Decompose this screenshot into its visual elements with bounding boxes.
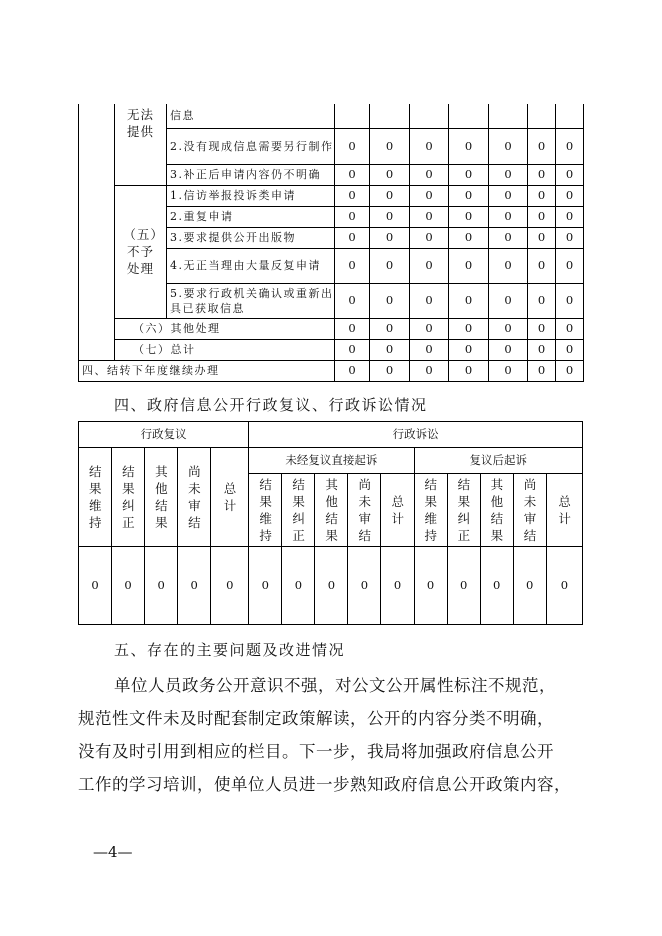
value-cell: 0: [282, 547, 315, 625]
value-cell: 0: [449, 206, 489, 227]
value-cell: 0: [335, 164, 370, 185]
value-cell: 0: [489, 227, 528, 248]
column-header: 结果纠正: [457, 477, 471, 543]
item-cell: 2.重复申请: [167, 206, 335, 227]
value-cell: 0: [410, 185, 449, 206]
item-cell: （六）其他处理: [115, 318, 335, 339]
column-header: 总计: [558, 494, 571, 526]
column-header: 总计: [391, 494, 405, 526]
column-header: 其他结果: [325, 477, 338, 543]
value-cell: 0: [315, 547, 348, 625]
value-cell: 0: [556, 339, 584, 360]
value-cell: 0: [528, 339, 556, 360]
paragraph-line: 没有及时引用到相应的栏目。下一步，我局将加强政府信息公开: [78, 742, 554, 761]
column-header: 其他结果: [490, 477, 504, 543]
value-cell: 0: [335, 248, 370, 283]
column-header: 其他结果: [155, 464, 168, 530]
item-cell: 信息: [167, 104, 335, 128]
value-cell: 0: [528, 227, 556, 248]
value-cell: 0: [348, 547, 381, 625]
item-cell: 5.要求行政机关确认或重新出具已获取信息: [167, 283, 335, 318]
value-cell: 0: [449, 360, 489, 381]
value-cell: 0: [556, 248, 584, 283]
value-cell: 0: [449, 318, 489, 339]
value-cell: 0: [528, 360, 556, 381]
value-cell: 0: [335, 206, 370, 227]
value-cell: [410, 104, 449, 128]
value-cell: 0: [410, 318, 449, 339]
section-5-title: 五、存在的主要问题及改进情况: [114, 641, 346, 659]
value-cell: 0: [449, 339, 489, 360]
value-cell: 0: [489, 318, 528, 339]
value-cell: 0: [410, 248, 449, 283]
value-cell: [556, 104, 584, 128]
item-cell: 四、结转下年度继续办理: [79, 360, 335, 381]
value-cell: 0: [335, 339, 370, 360]
value-cell: 0: [370, 248, 410, 283]
value-cell: 0: [449, 185, 489, 206]
table-row: [79, 339, 584, 360]
item-cell: 4.无正当理由大量反复申请: [167, 248, 335, 283]
value-cell: 0: [370, 283, 410, 318]
table-row: [79, 318, 584, 339]
item-cell: 3.补正后申请内容仍不明确: [167, 164, 335, 185]
value-cell: 0: [112, 547, 145, 625]
value-cell: 0: [335, 318, 370, 339]
value-cell: [370, 104, 410, 128]
value-cell: 0: [556, 227, 584, 248]
value-cell: 0: [449, 128, 489, 164]
item-cell: 1.信访举报投诉类申请: [167, 185, 335, 206]
value-cell: 0: [370, 206, 410, 227]
header-cell: [480, 474, 513, 547]
header-cell: [546, 474, 582, 547]
value-cell: 0: [335, 227, 370, 248]
value-cell: 0: [489, 248, 528, 283]
value-cell: 0: [145, 547, 178, 625]
category-label: （五）不予处理: [123, 226, 158, 276]
value-cell: 0: [211, 547, 249, 625]
value-cell: 0: [335, 128, 370, 164]
paragraph-line: 工作的学习培训，使单位人员进一步熟知政府信息公开政策内容，: [78, 775, 571, 794]
header-cell: [145, 448, 178, 547]
header-cell: 行政复议: [79, 422, 249, 448]
value-cell: 0: [410, 360, 449, 381]
paragraph-line: 单位人员政务公开意识不强，对公文公开属性标注不规范，: [114, 676, 556, 695]
category-cell: [115, 104, 167, 185]
value-cell: 0: [489, 283, 528, 318]
table-row: [79, 104, 584, 128]
value-cell: 0: [556, 206, 584, 227]
column-header: 总计: [223, 481, 237, 513]
table-row: [79, 360, 584, 381]
value-cell: 0: [449, 164, 489, 185]
value-cell: [335, 104, 370, 128]
header-cell: [348, 474, 381, 547]
value-cell: 0: [556, 360, 584, 381]
value-cell: 0: [370, 227, 410, 248]
value-cell: 0: [528, 128, 556, 164]
processing-results-table: [78, 104, 584, 382]
value-cell: [489, 104, 528, 128]
value-cell: 0: [335, 185, 370, 206]
value-cell: 0: [370, 318, 410, 339]
table-row: [79, 448, 583, 474]
page-number: —4—: [93, 843, 133, 861]
column-header: 结果纠正: [292, 477, 305, 543]
value-cell: 0: [370, 185, 410, 206]
column-header: 结果纠正: [122, 464, 135, 530]
value-cell: 0: [489, 164, 528, 185]
value-cell: 0: [335, 283, 370, 318]
value-cell: 0: [79, 547, 112, 625]
value-cell: 0: [528, 283, 556, 318]
value-cell: 0: [414, 547, 447, 625]
value-cell: 0: [489, 206, 528, 227]
header-cell: 未经复议直接起诉: [249, 448, 414, 474]
value-cell: 0: [556, 318, 584, 339]
value-cell: 0: [249, 547, 282, 625]
table-row: [79, 547, 583, 625]
value-cell: 0: [528, 318, 556, 339]
value-cell: 0: [546, 547, 582, 625]
value-cell: [449, 104, 489, 128]
value-cell: 0: [528, 206, 556, 227]
column-header: 结果维持: [259, 477, 272, 543]
column-header: 尚未审结: [358, 477, 371, 543]
value-cell: 0: [449, 248, 489, 283]
value-cell: 0: [178, 547, 211, 625]
header-cell: [414, 474, 447, 547]
value-cell: 0: [447, 547, 480, 625]
value-cell: 0: [370, 128, 410, 164]
column-header: 尚未审结: [523, 477, 537, 543]
value-cell: 0: [489, 185, 528, 206]
value-cell: 0: [528, 248, 556, 283]
value-cell: [528, 104, 556, 128]
value-cell: 0: [410, 283, 449, 318]
value-cell: 0: [556, 128, 584, 164]
header-cell: [513, 474, 546, 547]
value-cell: 0: [556, 164, 584, 185]
value-cell: 0: [370, 360, 410, 381]
value-cell: 0: [335, 360, 370, 381]
value-cell: 0: [449, 283, 489, 318]
header-cell: 复议后起诉: [414, 448, 582, 474]
header-cell: [282, 474, 315, 547]
value-cell: 0: [410, 164, 449, 185]
value-cell: 0: [489, 128, 528, 164]
category-cell: [115, 185, 167, 318]
header-cell: [79, 448, 112, 547]
header-cell: [315, 474, 348, 547]
column-header: 结果维持: [424, 477, 438, 543]
column-header: 结果维持: [89, 464, 102, 530]
value-cell: 0: [410, 206, 449, 227]
item-cell: 3.要求提供公开出版物: [167, 227, 335, 248]
value-cell: 0: [410, 128, 449, 164]
item-cell: 2.没有现成信息需要另行制作: [167, 128, 335, 164]
header-cell: [381, 474, 414, 547]
header-cell: [447, 474, 480, 547]
value-cell: 0: [528, 164, 556, 185]
category-label: 无法提供: [126, 107, 154, 139]
review-litigation-table: [78, 421, 583, 625]
header-cell: 行政诉讼: [249, 422, 583, 448]
table-row: [79, 185, 584, 206]
table-row: [79, 422, 583, 448]
section-4-title: 四、政府信息公开行政复议、行政诉讼情况: [114, 396, 428, 414]
paragraph-line: 规范性文件未及时配套制定政策解读，公开的内容分类不明确，: [78, 709, 554, 728]
value-cell: 0: [556, 283, 584, 318]
header-cell: [211, 448, 249, 547]
value-cell: 0: [449, 227, 489, 248]
blank-cell: [79, 339, 115, 360]
value-cell: 0: [410, 339, 449, 360]
header-cell: [112, 448, 145, 547]
header-cell: [249, 474, 282, 547]
value-cell: 0: [489, 339, 528, 360]
value-cell: 0: [381, 547, 414, 625]
value-cell: 0: [556, 185, 584, 206]
value-cell: 0: [410, 227, 449, 248]
column-header: 尚未审结: [188, 464, 201, 530]
value-cell: 0: [513, 547, 546, 625]
value-cell: 0: [370, 164, 410, 185]
value-cell: 0: [370, 339, 410, 360]
value-cell: 0: [489, 360, 528, 381]
header-cell: [178, 448, 211, 547]
value-cell: 0: [528, 185, 556, 206]
item-cell: （七）总计: [115, 339, 335, 360]
value-cell: 0: [480, 547, 513, 625]
